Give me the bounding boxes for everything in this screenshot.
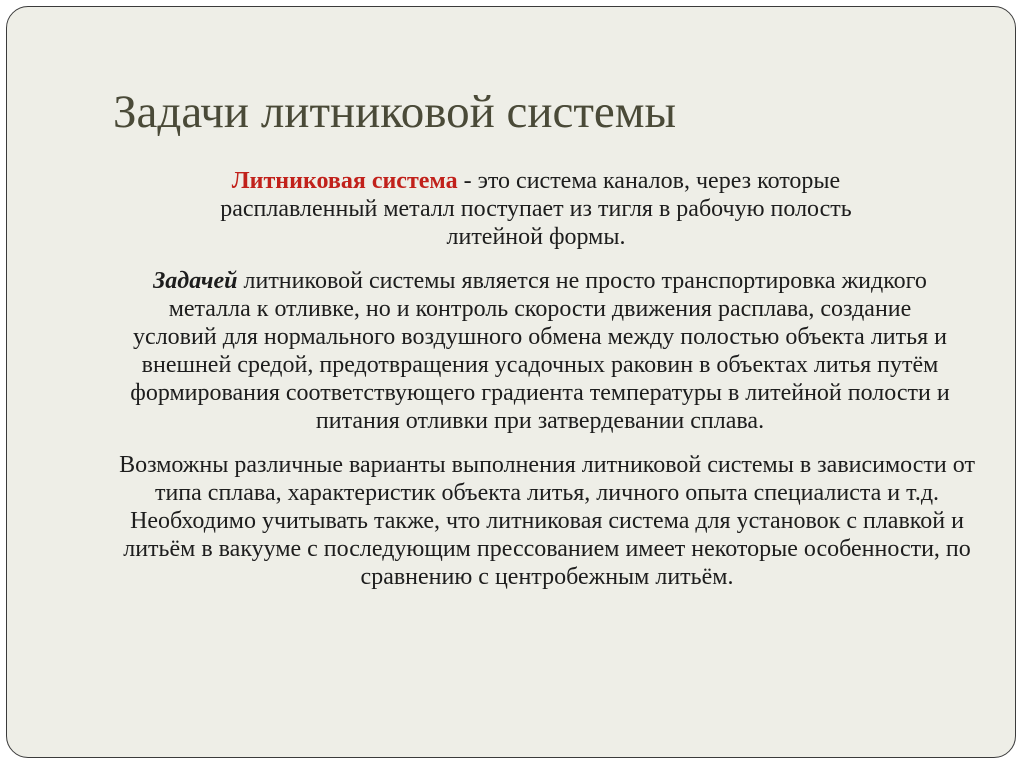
slide-title: Задачи литниковой системы bbox=[113, 86, 677, 138]
variants-paragraph: Возможны различные варианты выполнения литниковой системы в зависимости от типа сплава, характеристик объекта литья, личного опыта специалиста и т.д. Необходимо учитывать также, что литниковая система для установок с плавкой и литьём в вакууме с последующим прессованием имеет некоторые особенности, по сравнению с центробежным литьём. bbox=[119, 452, 975, 590]
defined-term: Литниковая система bbox=[231, 168, 458, 194]
slide-frame bbox=[6, 6, 1016, 758]
tasks-paragraph bbox=[127, 267, 953, 435]
definition-paragraph bbox=[181, 167, 891, 251]
tasks-lead-word: Задачей bbox=[153, 268, 238, 294]
definition-text: - это система каналов, через которые расплавленный металл поступает из тигля в рабочую полость литейной формы. bbox=[220, 168, 852, 250]
tasks-text: литниковой системы является не просто транспортировка жидкого металла к отливке, но и контроль скорости движения расплава, создание условий для нормального воздушного обмена между полостью объекта литья и внешней средой, предотвращения усадочных раковин в объектах литья путём формирования соответствующего градиента температуры в литейной полости и питания отливки при затвердевании сплава. bbox=[130, 268, 950, 434]
slide-body bbox=[117, 167, 977, 591]
